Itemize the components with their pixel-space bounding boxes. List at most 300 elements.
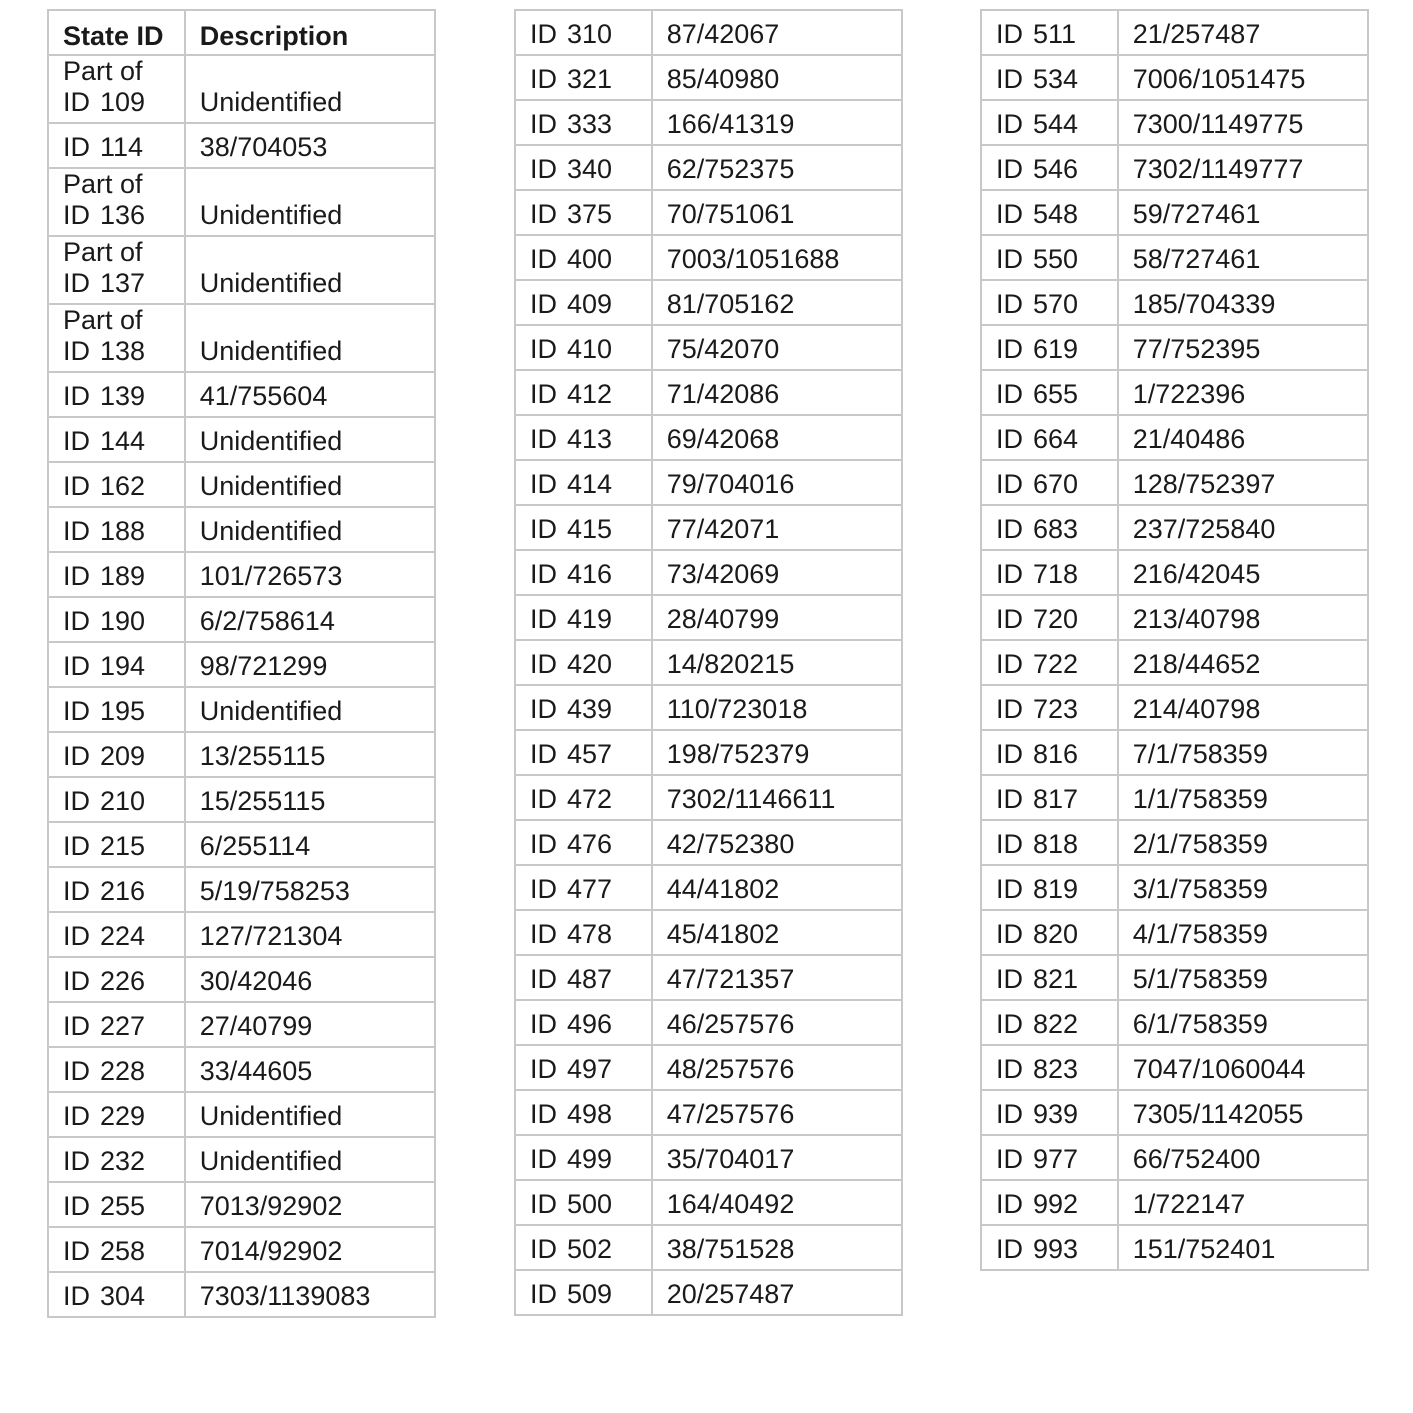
table-row: [515, 235, 902, 280]
state-id-line: [530, 1279, 651, 1310]
state-id-line: [530, 244, 651, 275]
id-number: 821: [1033, 964, 1079, 994]
state-id-cell: [515, 1135, 652, 1180]
id-label: ID: [63, 606, 90, 636]
id-label: ID: [530, 784, 557, 814]
id-label: ID: [530, 964, 557, 994]
table-row: [981, 685, 1368, 730]
state-id-cell: [515, 235, 652, 280]
id-number: 818: [1033, 829, 1079, 859]
id-label: ID: [63, 1236, 90, 1266]
table-row: [48, 1047, 435, 1092]
table-header-row: [48, 10, 435, 55]
state-id-line: [530, 784, 651, 815]
id-number: 993: [1033, 1234, 1079, 1264]
state-id-line: [996, 1189, 1117, 1220]
description-cell: Unidentified: [185, 507, 435, 552]
table-row: [981, 415, 1368, 460]
table-row: [981, 100, 1368, 145]
state-id-line: [530, 334, 651, 365]
table-row: [981, 370, 1368, 415]
table-row: [48, 732, 435, 777]
state-id-cell: [515, 1000, 652, 1045]
description-cell: 7303/1139083: [185, 1272, 435, 1317]
state-id-cell: [48, 867, 185, 912]
id-number: 819: [1033, 874, 1079, 904]
id-label: ID: [530, 829, 557, 859]
id-label: ID: [530, 919, 557, 949]
id-label: ID: [63, 132, 90, 162]
state-id-cell: [48, 372, 185, 417]
description-cell: Unidentified: [185, 687, 435, 732]
state-id-line: [530, 559, 651, 590]
table-row: [515, 865, 902, 910]
state-id-line: [996, 289, 1117, 320]
description-cell: 71/42086: [652, 370, 902, 415]
id-number: 136: [100, 200, 146, 230]
id-number: 144: [100, 426, 146, 456]
state-id-line: [63, 561, 184, 592]
id-label: ID: [996, 244, 1023, 274]
state-id-line: [996, 919, 1117, 950]
state-id-cell: [515, 505, 652, 550]
description-cell: 5/1/758359: [1118, 955, 1368, 1000]
id-number: 457: [567, 739, 613, 769]
table-row: [48, 372, 435, 417]
state-id-line: [530, 874, 651, 905]
id-label: ID: [996, 199, 1023, 229]
state-id-line: [63, 606, 184, 637]
id-label: ID: [996, 874, 1023, 904]
id-label: ID: [996, 604, 1023, 634]
state-id-line: [530, 514, 651, 545]
state-id-line: [530, 199, 651, 230]
table-row: [515, 10, 902, 55]
id-number: 498: [567, 1099, 613, 1129]
id-label: ID: [996, 19, 1023, 49]
table-row: [981, 1000, 1368, 1045]
id-number: 472: [567, 784, 613, 814]
state-id-cell: [981, 640, 1118, 685]
table-row: [981, 955, 1368, 1000]
id-number: 992: [1033, 1189, 1079, 1219]
state-id-cell: [515, 145, 652, 190]
state-id-cell: [515, 730, 652, 775]
id-number: 497: [567, 1054, 613, 1084]
state-id-cell: [515, 280, 652, 325]
id-label: ID: [996, 469, 1023, 499]
table-row: [48, 1182, 435, 1227]
table-row: [515, 100, 902, 145]
description-cell: 75/42070: [652, 325, 902, 370]
state-id-cell: [48, 687, 185, 732]
state-id-cell: [515, 370, 652, 415]
table-row: [981, 550, 1368, 595]
description-cell: 214/40798: [1118, 685, 1368, 730]
description-cell: 7302/1149777: [1118, 145, 1368, 190]
id-label: ID: [530, 154, 557, 184]
id-number: 546: [1033, 154, 1079, 184]
id-label: ID: [63, 651, 90, 681]
id-number: 823: [1033, 1054, 1079, 1084]
state-id-line: [63, 741, 184, 772]
description-cell: 46/257576: [652, 1000, 902, 1045]
state-id-line: [63, 921, 184, 952]
description-cell: 66/752400: [1118, 1135, 1368, 1180]
id-label: ID: [63, 87, 90, 117]
state-id-line: [63, 132, 184, 163]
state-id-cell: [981, 685, 1118, 730]
id-label: ID: [63, 696, 90, 726]
state-id-line: [996, 559, 1117, 590]
id-number: 820: [1033, 919, 1079, 949]
id-label: ID: [63, 471, 90, 501]
state-id-line: [530, 649, 651, 680]
state-id-cell: [515, 55, 652, 100]
table-row: [981, 145, 1368, 190]
id-number: 502: [567, 1234, 613, 1264]
description-cell: 216/42045: [1118, 550, 1368, 595]
state-id-table-3: [980, 9, 1369, 1271]
table-row: [515, 145, 902, 190]
id-label: ID: [530, 379, 557, 409]
description-cell: 6/1/758359: [1118, 1000, 1368, 1045]
description-cell: 7003/1051688: [652, 235, 902, 280]
table-row: [981, 280, 1368, 325]
state-id-cell: [981, 910, 1118, 955]
state-id-cell: [48, 552, 185, 597]
id-number: 439: [567, 694, 613, 724]
state-id-line: [996, 64, 1117, 95]
table-row: [48, 1137, 435, 1182]
state-id-cell: [515, 1045, 652, 1090]
part-of-prefix: Part of: [63, 169, 143, 199]
state-id-cell: [48, 957, 185, 1002]
table-row: [515, 1180, 902, 1225]
id-label: ID: [63, 831, 90, 861]
id-label: ID: [530, 1189, 557, 1219]
table-row: [981, 235, 1368, 280]
state-id-cell: [981, 1045, 1118, 1090]
table-row: [48, 462, 435, 507]
table-row: [515, 415, 902, 460]
id-number: 496: [567, 1009, 613, 1039]
state-id-cell: [515, 595, 652, 640]
state-id-cell: [48, 912, 185, 957]
state-id-line: [530, 1189, 651, 1220]
id-label: ID: [996, 1234, 1023, 1264]
table-row: [48, 552, 435, 597]
id-number: 499: [567, 1144, 613, 1174]
id-number: 190: [100, 606, 146, 636]
id-number: 619: [1033, 334, 1079, 364]
description-cell: 85/40980: [652, 55, 902, 100]
id-number: 420: [567, 649, 613, 679]
table-row: [48, 912, 435, 957]
state-id-cell: [981, 1090, 1118, 1135]
state-id-cell: [981, 775, 1118, 820]
state-id-line: [996, 739, 1117, 770]
id-number: 822: [1033, 1009, 1079, 1039]
description-cell: 127/721304: [185, 912, 435, 957]
state-id-cell: [981, 55, 1118, 100]
state-id-line: [996, 109, 1117, 140]
table-row: [48, 1002, 435, 1047]
state-id-cell: [48, 417, 185, 462]
id-label: ID: [996, 1144, 1023, 1174]
id-number: 138: [100, 336, 146, 366]
state-id-cell: [515, 640, 652, 685]
state-id-line: [996, 694, 1117, 725]
id-label: ID: [996, 154, 1023, 184]
state-id-cell: [981, 1180, 1118, 1225]
description-cell: 77/752395: [1118, 325, 1368, 370]
id-number: 321: [567, 64, 613, 94]
state-id-line: [530, 424, 651, 455]
table-row: [48, 1272, 435, 1317]
id-label: ID: [63, 516, 90, 546]
state-id-cell: [48, 822, 185, 867]
table-row: [48, 597, 435, 642]
table-row: [48, 55, 435, 123]
table-row: [981, 1225, 1368, 1270]
description-cell: 151/752401: [1118, 1225, 1368, 1270]
state-id-line: [530, 1009, 651, 1040]
id-number: 188: [100, 516, 146, 546]
table-row: [48, 1092, 435, 1137]
part-of-prefix: Part of: [63, 56, 143, 86]
description-cell: 77/42071: [652, 505, 902, 550]
id-label: ID: [530, 1054, 557, 1084]
id-number: 683: [1033, 514, 1079, 544]
table-row: [48, 417, 435, 462]
table-row: [48, 168, 435, 236]
state-id-cell: [515, 100, 652, 145]
description-cell: 27/40799: [185, 1002, 435, 1047]
description-cell: 81/705162: [652, 280, 902, 325]
description-cell: 73/42069: [652, 550, 902, 595]
id-number: 476: [567, 829, 613, 859]
description-cell: 3/1/758359: [1118, 865, 1368, 910]
state-id-line: [996, 649, 1117, 680]
state-id-line: [996, 199, 1117, 230]
id-number: 720: [1033, 604, 1079, 634]
table-row: [48, 236, 435, 304]
description-cell: 87/42067: [652, 10, 902, 55]
description-cell: 7014/92902: [185, 1227, 435, 1272]
table-row: [48, 507, 435, 552]
state-id-cell: [981, 370, 1118, 415]
state-id-line: [63, 876, 184, 907]
description-cell: 4/1/758359: [1118, 910, 1368, 955]
id-number: 209: [100, 741, 146, 771]
id-label: ID: [530, 559, 557, 589]
id-label: ID: [530, 514, 557, 544]
state-id-line: [63, 1236, 184, 1267]
description-cell: 14/820215: [652, 640, 902, 685]
state-id-line: [996, 964, 1117, 995]
id-number: 215: [100, 831, 146, 861]
state-id-line: [63, 786, 184, 817]
description-cell: 15/255115: [185, 777, 435, 822]
state-id-line: [63, 1011, 184, 1042]
table-row: [515, 595, 902, 640]
table-row: [48, 867, 435, 912]
description-header: Description: [185, 10, 435, 55]
state-id-cell: [515, 685, 652, 730]
id-label: ID: [996, 784, 1023, 814]
id-number: 228: [100, 1056, 146, 1086]
id-label: ID: [530, 874, 557, 904]
state-id-cell: [48, 236, 185, 304]
description-cell: 7/1/758359: [1118, 730, 1368, 775]
id-number: 400: [567, 244, 613, 274]
id-label: ID: [996, 334, 1023, 364]
description-cell: Unidentified: [185, 417, 435, 462]
state-id-line: [996, 424, 1117, 455]
state-id-line: [996, 1009, 1117, 1040]
table-row: [981, 595, 1368, 640]
id-label: ID: [530, 334, 557, 364]
description-cell: 21/257487: [1118, 10, 1368, 55]
state-id-cell: [981, 415, 1118, 460]
table-row: [515, 955, 902, 1000]
id-number: 511: [1033, 19, 1077, 49]
description-cell: 79/704016: [652, 460, 902, 505]
description-cell: 41/755604: [185, 372, 435, 417]
id-number: 664: [1033, 424, 1079, 454]
state-id-line: [996, 379, 1117, 410]
state-id-cell: [981, 325, 1118, 370]
state-id-cell: [981, 235, 1118, 280]
description-cell: Unidentified: [185, 168, 435, 236]
table-row: [981, 640, 1368, 685]
table-row: [981, 1180, 1368, 1225]
table-row: [981, 775, 1368, 820]
table-row: [48, 123, 435, 168]
table-row: [515, 1090, 902, 1135]
table-row: [515, 280, 902, 325]
id-label: ID: [530, 1144, 557, 1174]
id-label: ID: [996, 109, 1023, 139]
state-id-line: [996, 1099, 1117, 1130]
state-id-line: [530, 1144, 651, 1175]
id-number: 194: [100, 651, 146, 681]
id-label: ID: [63, 426, 90, 456]
part-of-prefix: Part of: [63, 237, 143, 267]
description-cell: Unidentified: [185, 55, 435, 123]
table-row: [515, 775, 902, 820]
description-cell: 70/751061: [652, 190, 902, 235]
description-cell: 7300/1149775: [1118, 100, 1368, 145]
id-label: ID: [63, 1146, 90, 1176]
state-id-cell: [515, 775, 652, 820]
table-row: [48, 304, 435, 372]
table-row: [515, 730, 902, 775]
state-id-cell: [981, 10, 1118, 55]
description-cell: 5/19/758253: [185, 867, 435, 912]
id-label: ID: [530, 199, 557, 229]
id-label: ID: [530, 1279, 557, 1309]
state-id-line: [63, 1146, 184, 1177]
description-cell: 6/2/758614: [185, 597, 435, 642]
state-id-line: [530, 154, 651, 185]
description-cell: 128/752397: [1118, 460, 1368, 505]
description-cell: 213/40798: [1118, 595, 1368, 640]
state-id-cell: [515, 820, 652, 865]
state-id-cell: [48, 123, 185, 168]
description-cell: 164/40492: [652, 1180, 902, 1225]
id-number: 570: [1033, 289, 1079, 319]
state-id-cell: [981, 505, 1118, 550]
state-id-line: [530, 739, 651, 770]
description-cell: 13/255115: [185, 732, 435, 777]
id-label: ID: [530, 1234, 557, 1264]
id-number: 410: [567, 334, 613, 364]
id-number: 655: [1033, 379, 1079, 409]
state-id-line: [996, 19, 1117, 50]
id-label: ID: [63, 786, 90, 816]
id-label: ID: [63, 1101, 90, 1131]
id-label: ID: [996, 64, 1023, 94]
state-id-line: [530, 109, 651, 140]
description-cell: 7013/92902: [185, 1182, 435, 1227]
id-number: 189: [100, 561, 146, 591]
state-id-line: [63, 336, 184, 367]
description-cell: 198/752379: [652, 730, 902, 775]
description-cell: 7047/1060044: [1118, 1045, 1368, 1090]
description-cell: 44/41802: [652, 865, 902, 910]
id-number: 478: [567, 919, 613, 949]
table-row: [981, 55, 1368, 100]
id-number: 137: [100, 268, 146, 298]
state-id-cell: [515, 910, 652, 955]
description-cell: 7302/1146611: [652, 775, 902, 820]
id-number: 817: [1033, 784, 1079, 814]
id-label: ID: [530, 109, 557, 139]
description-cell: 185/704339: [1118, 280, 1368, 325]
state-id-cell: [981, 865, 1118, 910]
id-number: 718: [1033, 559, 1079, 589]
table-row: [48, 822, 435, 867]
state-id-line: [63, 268, 184, 299]
description-cell: 98/721299: [185, 642, 435, 687]
table-row: [515, 1270, 902, 1315]
id-label: ID: [63, 268, 90, 298]
description-cell: Unidentified: [185, 236, 435, 304]
id-number: 534: [1033, 64, 1079, 94]
state-id-cell: [981, 955, 1118, 1000]
id-label: ID: [63, 1056, 90, 1086]
state-id-line: [63, 426, 184, 457]
table-row: [981, 1090, 1368, 1135]
state-id-cell: [48, 1137, 185, 1182]
description-cell: 47/257576: [652, 1090, 902, 1135]
id-number: 258: [100, 1236, 146, 1266]
id-label: ID: [996, 1054, 1023, 1084]
table-row: [981, 10, 1368, 55]
id-label: ID: [530, 424, 557, 454]
table-row: [515, 55, 902, 100]
state-id-line: [63, 966, 184, 997]
id-label: ID: [63, 561, 90, 591]
description-cell: 38/704053: [185, 123, 435, 168]
id-label: ID: [530, 694, 557, 724]
table-row: [515, 1045, 902, 1090]
id-number: 114: [100, 132, 144, 162]
id-label: ID: [996, 559, 1023, 589]
description-cell: 59/727461: [1118, 190, 1368, 235]
